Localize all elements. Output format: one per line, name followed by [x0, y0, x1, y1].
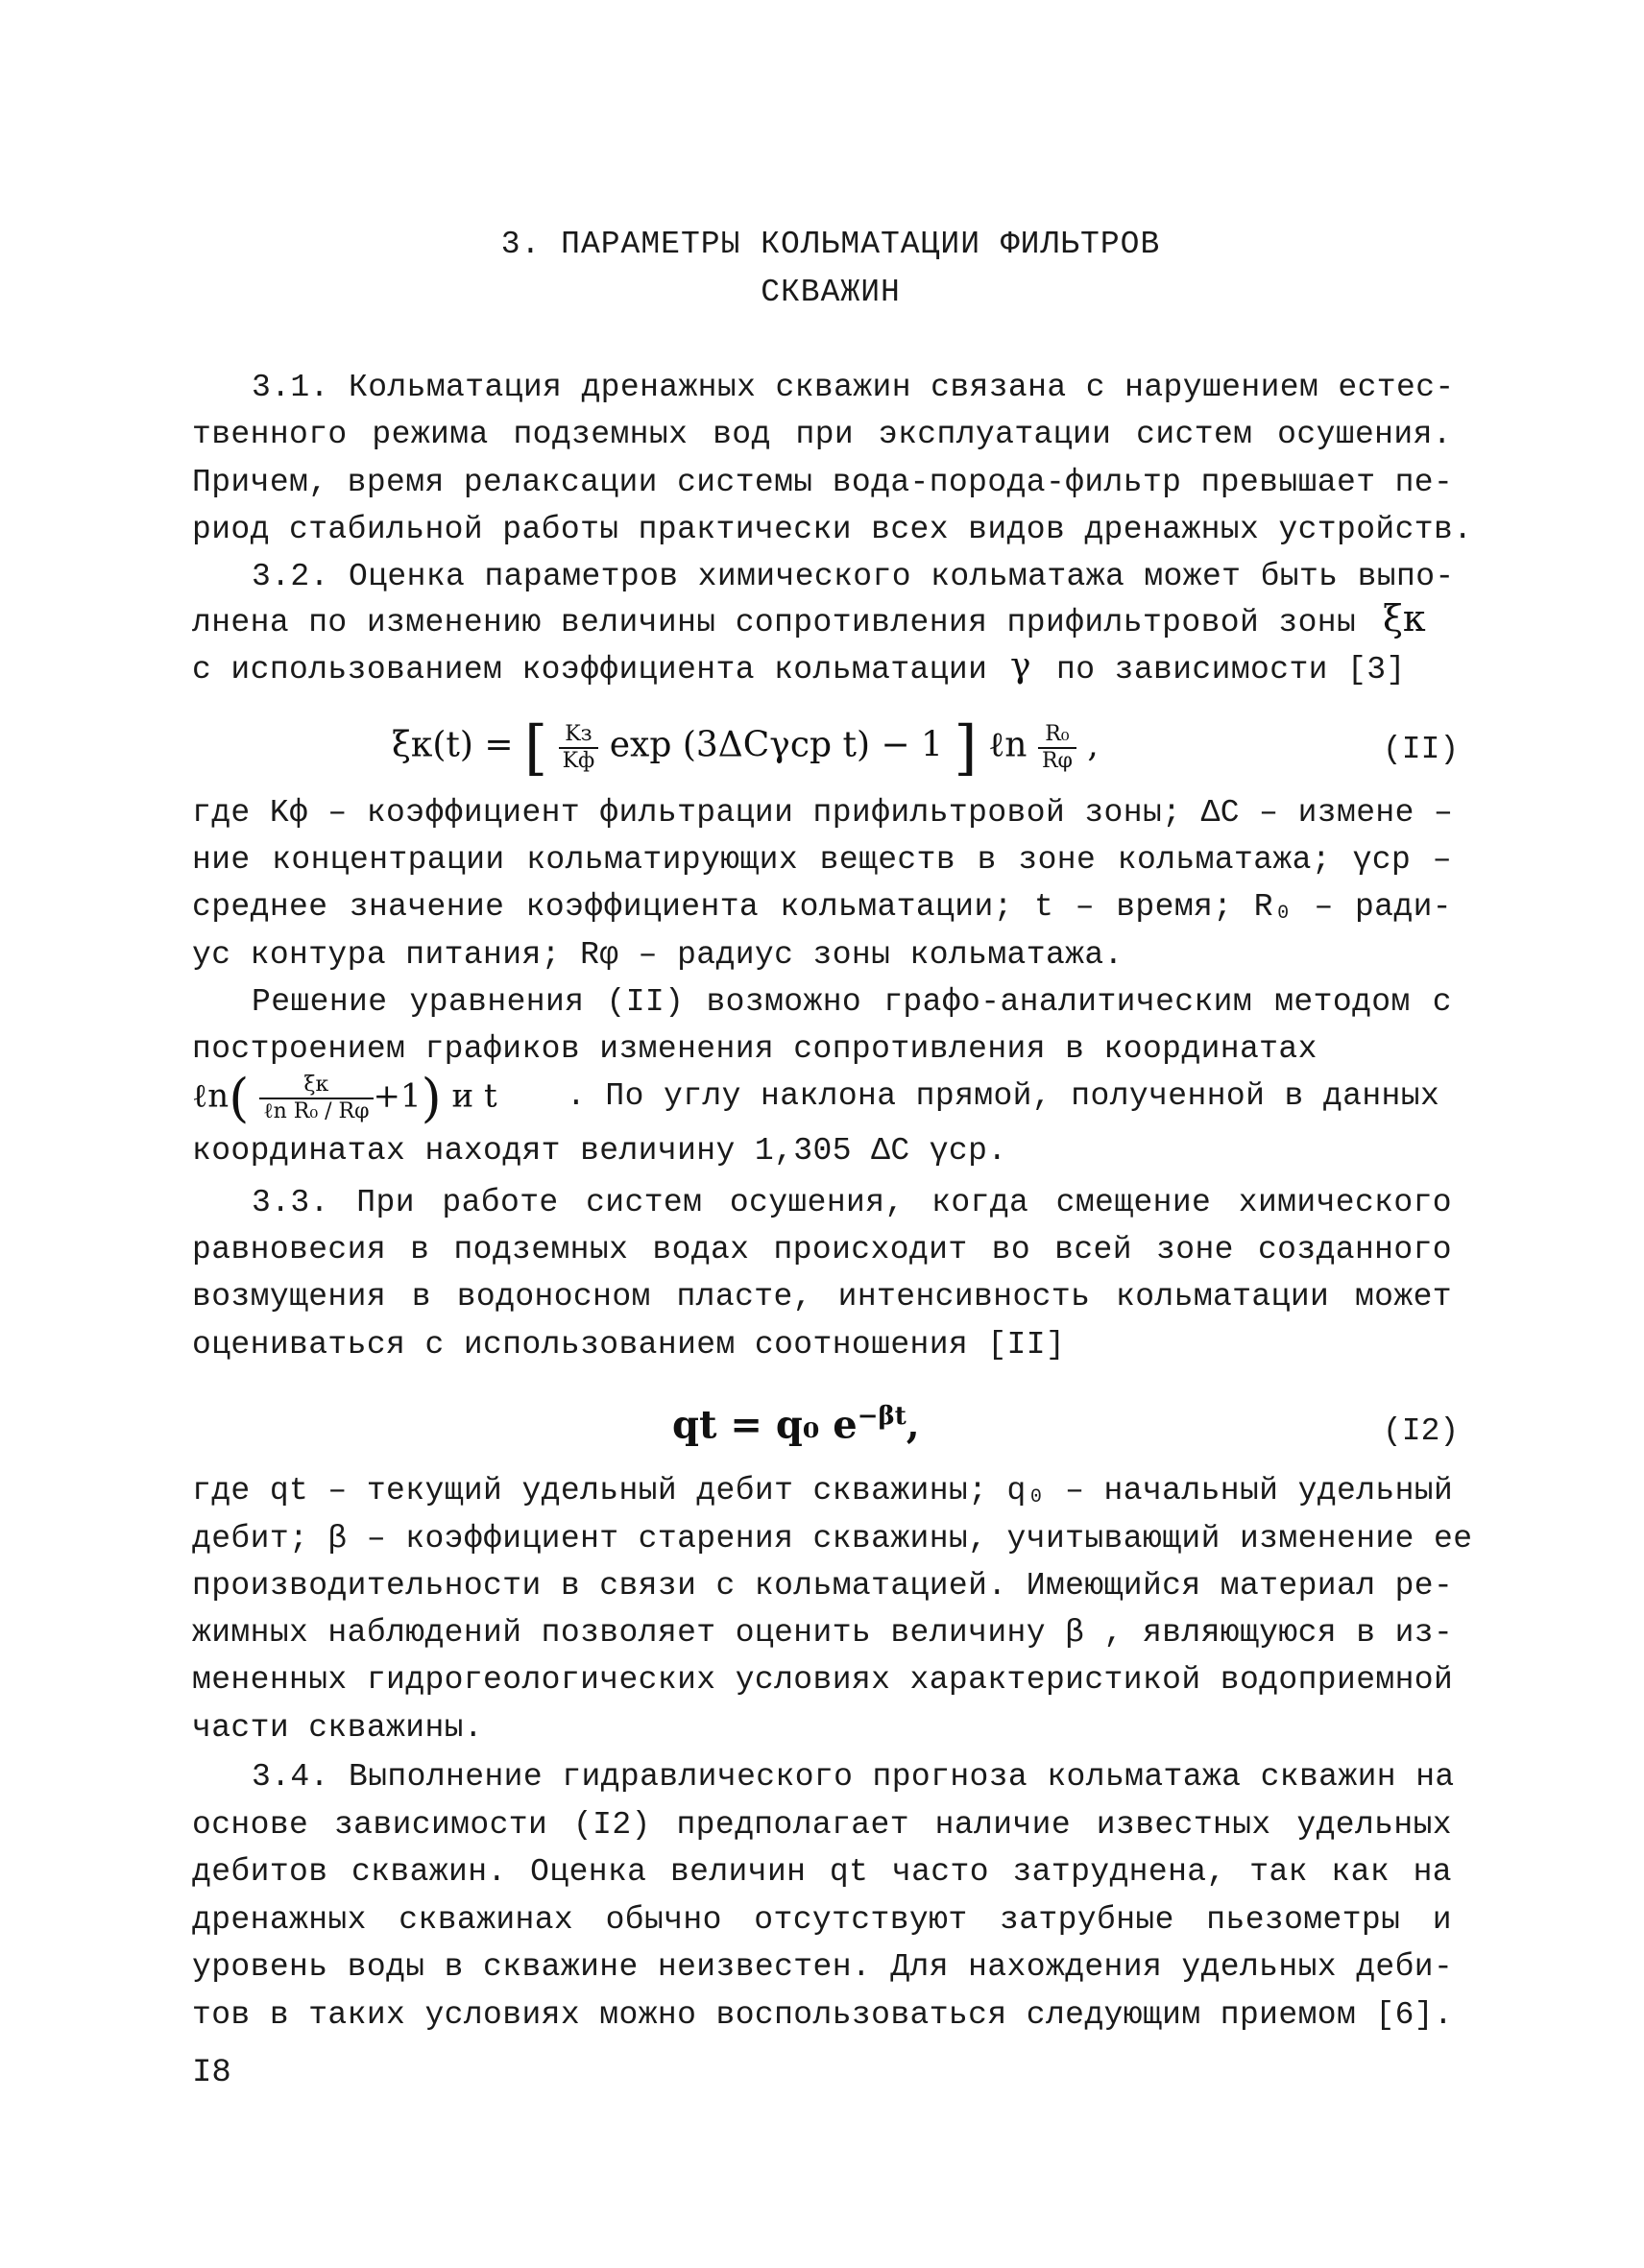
paragraph-3-2-line: 3.2. Оценка параметров химического кольматажа может быть выпо-	[252, 559, 1455, 594]
eq11-ln: ℓn	[988, 725, 1028, 765]
paragraph-3-1-line: 3.1. Кольматация дренажных скважин связана с нарушением естес-	[252, 370, 1455, 405]
where-11-line: ус контура питания; Rφ – радиус зоны кольматажа.	[192, 937, 1124, 973]
where-12-line: где qt – текущий удельный дебит скважины; q₀ – начальный удельный	[192, 1473, 1454, 1508]
page-number: I8	[192, 2055, 231, 2091]
where-11-line: среднее значение коэффициента кольматации; t – время; R₀ – ради-	[192, 889, 1452, 925]
eq11-exp: exp (3ΔCγср t) − 1	[609, 725, 943, 765]
equation-11: ξк(t) = [ $\frac{Kз}{Kф}$ exp (3ΔCγср t) − 1 ] ℓn $\frac{\text{R₀}}{R\varphi}$ ,	[392, 712, 1099, 783]
paragraph-3-1-line: риод стабильной работы практически всех видов дренажных устройств.	[192, 512, 1473, 547]
paragraph-3-1-line: Причем, время релаксации системы вода-порода-фильтр превышает пе-	[192, 465, 1454, 500]
paragraph-3-3-line: 3.3. При работе систем осушения, когда смещение химического	[252, 1185, 1452, 1220]
paragraph-3-2-line: лнена по изменению величины сопротивления прифильтровой зоны	[192, 605, 1357, 640]
where-11-line: где Kф – коэффициент фильтрации прифильтровой зоны; ΔC – измене –	[192, 795, 1454, 831]
where-12-line: дебит; β – коэффициент старения скважины, учитывающий изменение ее	[192, 1521, 1473, 1556]
paragraph-3-4-line: основе зависимости (I2) предполагает наличие известных удельных	[192, 1807, 1452, 1843]
coordinate-formula: ℓn( $\frac{\xi к}{\text{ℓn R₀ / Rφ}}$ +1) и t	[192, 1068, 497, 1128]
where-12-line: производительности в связи с кольматацией. Имеющийся материал ре-	[192, 1568, 1454, 1604]
paragraph-3-4-line: дренажных скважинах обычно отсутствуют затрубные пьезометры и	[192, 1902, 1452, 1938]
equation-12-number: (I2)	[1383, 1413, 1460, 1449]
paragraph-3-4-line: 3.4. Выполнение гидравлического прогноза кольматажа скважин на	[252, 1759, 1455, 1795]
eq11-lhs: ξк(t) =	[392, 725, 514, 765]
solution-line: построением графиков изменения сопротивления в координатах	[192, 1031, 1318, 1067]
eq11-fraction-k: $\frac{Kз}{Kф}$	[559, 722, 599, 774]
xi-k-symbol: ξк	[1383, 597, 1426, 639]
solution-end-line: координатах находят величину 1,305 ΔC γср.	[192, 1133, 1007, 1169]
equation-11-number: (II)	[1383, 732, 1460, 767]
paragraph-3-4-line: тов в таких условиях можно воспользоваться следующим приемом [6].	[192, 1997, 1454, 2033]
where-12-line: мененных гидрогеологических условиях характеристикой водоприемной	[192, 1662, 1454, 1698]
paragraph-3-4-line: дебитов скважин. Оценка величин qt часто затруднена, так как на	[192, 1854, 1452, 1890]
paragraph-3-3-line: равновесия в подземных водах происходит во всей зоне созданного	[192, 1232, 1452, 1267]
gamma-symbol: γ	[1010, 646, 1031, 686]
eq11-fraction-r: $\frac{\text{R₀}}{R\varphi}$	[1038, 722, 1076, 774]
paragraph-3-3-line: оцениваться с использованием соотношения [II]	[192, 1327, 1066, 1363]
paragraph-3-4-line: уровень воды в скважине неизвестен. Для нахождения удельных деби-	[192, 1949, 1454, 1985]
coordinate-line-rest: . По углу наклона прямой, полученной в данных	[567, 1078, 1440, 1114]
equation-12: qt = q₀ $e^{-\beta t}$,	[672, 1402, 920, 1448]
section-title-line1: 3. ПАРАМЕТРЫ КОЛЬМАТАЦИИ ФИЛЬТРОВ	[500, 227, 1161, 262]
paragraph-3-2-line: по зависимости [3]	[1056, 652, 1406, 688]
where-11-line: ние концентрации кольматирующих веществ в зоне кольматажа; γср –	[192, 842, 1452, 878]
paragraph-3-1-line: твенного режима подземных вод при эксплуатации систем осушения.	[192, 417, 1452, 452]
where-12-line: жимных наблюдений позволяет оценить величину β , являющуюся в из-	[192, 1615, 1454, 1651]
where-12-line: части скважины.	[192, 1710, 484, 1746]
paragraph-3-3-line: возмущения в водоносном пласте, интенсивность кольматации может	[192, 1279, 1452, 1315]
solution-line: Решение уравнения (II) возможно графо-аналитическим методом с	[252, 984, 1452, 1020]
section-title-line2: СКВАЖИН	[761, 275, 901, 310]
paragraph-3-2-line: с использованием коэффициента кольматации	[192, 652, 988, 688]
